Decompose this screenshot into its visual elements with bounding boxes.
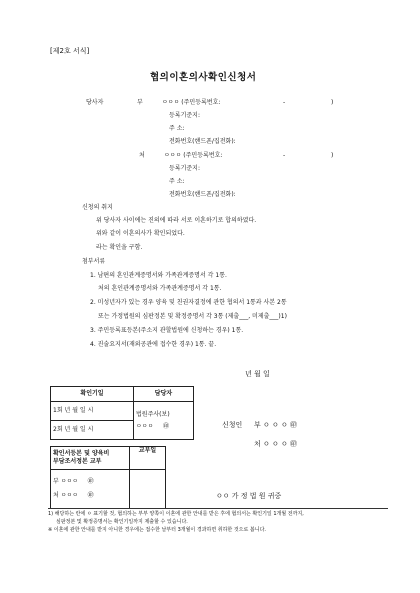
page-title: 협의이혼의사확인신청서 — [150, 72, 257, 83]
confirm-date-2: 2회 년 월 일 시 — [51, 421, 134, 440]
confirmation-table — [50, 386, 194, 440]
attachment-item: 2. 미성년자가 있는 경우 양육 및 친권자결정에 관한 협의서 1통과 사본 2통 — [90, 299, 287, 306]
parties-label: 당사자 — [86, 99, 104, 106]
attachment-item: 4. 진술요지서(재외공관에 접수한 경우) 1통. 끝. — [90, 341, 217, 348]
applicant-label: 신청인 — [222, 421, 243, 429]
footnote-line-3: ※ 이혼에 관한 안내를 받지 아니한 경우에는 접수한 날부터 3개월이 경과하면 취하한 것으로 봅니다. — [48, 527, 266, 533]
wife-phone: 전화번호(핸드폰/집전화): — [169, 191, 236, 198]
delivery-date-header: 교부일 — [130, 447, 166, 470]
husband-role: 부 — [137, 99, 143, 106]
wife-role: 처 — [139, 152, 145, 159]
attachment-item: 또는 가정법원의 심판정본 및 확정증명서 각 3통 (제출___, 미제출___)1) — [98, 313, 287, 320]
wife-name-line: ㅇㅇㅇ (주민등록번호: — [164, 152, 223, 159]
purpose-line-2: 위와 같이 이혼의사가 확인되었다. — [96, 230, 185, 237]
delivery-header-line-1: 확인서등본 및 양육비 — [53, 450, 110, 457]
delivery-header-line-2: 부담조서정본 교부 — [53, 458, 102, 465]
court-name: ㅇㅇ 가 정 법 원 귀중 — [216, 492, 282, 500]
staff-title: 법원주사(보) — [136, 410, 170, 418]
delivery-recipients — [51, 470, 130, 509]
footnote-line-1: 1) 해당하는 란에 ㅇ 표기할 것, 협의하는 부부 양쪽이 이혼에 관한 안내를 받은 후에 협의서는 확인기일 1개월 전까지, — [48, 511, 304, 517]
footnote-line-2: 심판정본 및 확정증명서는 확인기일까지 제출할 수 있습니다. — [56, 519, 188, 525]
confirm-date-1: 1회 년 월 일 시 — [51, 402, 134, 421]
staff-name: ㅇㅇㅇ — [136, 422, 154, 430]
staff-header: 담당자 — [134, 387, 194, 402]
applicant-wife: 처 ㅇ ㅇ ㅇ ㊞ — [254, 440, 297, 448]
delivery-wife: 처 ㅇㅇㅇ — [53, 492, 79, 499]
wife-address: 주 소: — [169, 178, 185, 185]
husband-name-line: ㅇㅇㅇ (주민등록번호: — [162, 99, 221, 106]
delivery-seal-icon: ㊞ — [87, 478, 94, 485]
purpose-heading: 신청의 취지 — [82, 204, 113, 211]
confirm-date-header: 확인기일 — [51, 387, 134, 402]
husband-id-close: ) — [331, 99, 334, 106]
delivery-header — [51, 447, 130, 470]
purpose-line-1: 위 당사자 사이에는 진의에 따라 서로 이혼하기로 합의하였다. — [96, 217, 257, 224]
delivery-date-cell — [130, 470, 166, 509]
wife-id-close: ) — [331, 152, 334, 159]
husband-address: 주 소: — [169, 125, 185, 132]
delivery-seal-icon: ㊞ — [87, 492, 94, 499]
form-label: [제2호 서식] — [50, 47, 90, 55]
wife-registry: 등록기준지: — [169, 165, 201, 172]
attachment-item: 처의 혼인관계증명서와 가족관계증명서 각 1통. — [98, 285, 222, 292]
wife-id-dash: - — [283, 152, 286, 159]
attachment-item: 1. 남편의 혼인관계증명서와 가족관계증명서 각 1통. — [90, 272, 227, 279]
husband-phone: 전화번호(핸드폰/집전화): — [169, 138, 236, 145]
purpose-line-3: 라는 확인을 구함. — [96, 244, 143, 251]
attachments-heading: 첨부서류 — [82, 258, 106, 265]
applicant-husband: 부 ㅇ ㅇ ㅇ ㊞ — [254, 421, 297, 429]
delivery-table — [50, 446, 166, 509]
staff-cell — [134, 402, 194, 440]
attachment-item: 3. 주민등록표등본(주소지 관할법원에 신청하는 경우) 1통. — [90, 327, 244, 334]
staff-seal-icon: ㊞ — [162, 422, 169, 430]
husband-id-dash: - — [283, 99, 286, 106]
date-line: 년 월 일 — [245, 370, 270, 378]
husband-registry: 등록기준지: — [169, 112, 201, 119]
footnote-divider — [48, 508, 388, 509]
delivery-husband: 부 ㅇㅇㅇ — [53, 478, 79, 485]
